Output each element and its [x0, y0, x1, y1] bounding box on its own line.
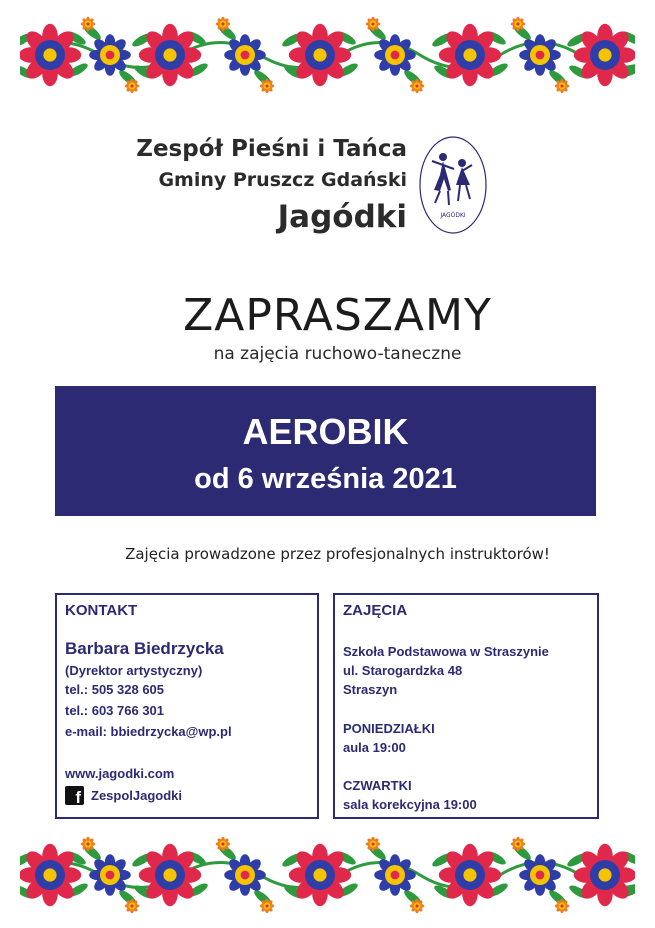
org-name-line2: Gminy Pruszcz Gdański: [158, 169, 407, 191]
invite-section: [0, 290, 655, 364]
folk-flower-border-bottom-icon: [20, 830, 635, 920]
contact-phone-1[interactable]: tel.: 505 328 605: [65, 682, 165, 697]
school-street: ul. Starogardzka 48: [343, 663, 463, 678]
classes-box: [333, 593, 599, 819]
org-name-line3: Jagódki: [277, 199, 407, 235]
org-name-line1: Zespół Pieśni i Tańca: [136, 136, 407, 162]
contact-email[interactable]: e-mail: bbiedrzycka@wp.pl: [65, 724, 232, 739]
facebook-link[interactable]: [65, 786, 182, 805]
schedule-time-1: aula 19:00: [343, 740, 406, 755]
activity-banner: [55, 386, 596, 516]
facebook-icon: f: [65, 786, 84, 805]
organization-name: [60, 133, 407, 239]
schedule-time-2: sala korekcyjna 19:00: [343, 797, 477, 812]
invite-subtitle: na zajęcia ruchowo-taneczne: [213, 344, 462, 364]
schedule-day-1: PONIEDZIAŁKI: [343, 721, 435, 736]
contact-phone-2[interactable]: tel.: 603 766 301: [65, 703, 165, 718]
schedule-day-2: CZWARTKI: [343, 778, 412, 793]
facebook-handle: ZespolJagodki: [91, 788, 183, 803]
folk-flower-border-top-icon: [20, 10, 635, 100]
instructors-note: Zajęcia prowadzone przez profesjonalnych instruktorów!: [125, 545, 550, 563]
logo-text: JAGÓDKI: [440, 212, 466, 219]
school-name: Szkoła Podstawowa w Straszynie: [343, 644, 549, 659]
classes-heading: ZAJĘCIA: [343, 602, 408, 619]
banner-date: od 6 września 2021: [194, 463, 457, 495]
contact-role: (Dyrektor artystyczny): [65, 663, 203, 678]
contact-name: Barbara Biedrzycka: [65, 639, 224, 658]
invite-title: ZAPRASZAMY: [183, 290, 492, 341]
school-city: Straszyn: [343, 682, 398, 697]
contact-heading: KONTAKT: [65, 602, 138, 619]
website-link[interactable]: www.jagodki.com: [65, 766, 175, 781]
contact-box: [55, 593, 319, 819]
dancers-logo-icon: [418, 135, 488, 235]
banner-title: AEROBIK: [242, 411, 409, 452]
